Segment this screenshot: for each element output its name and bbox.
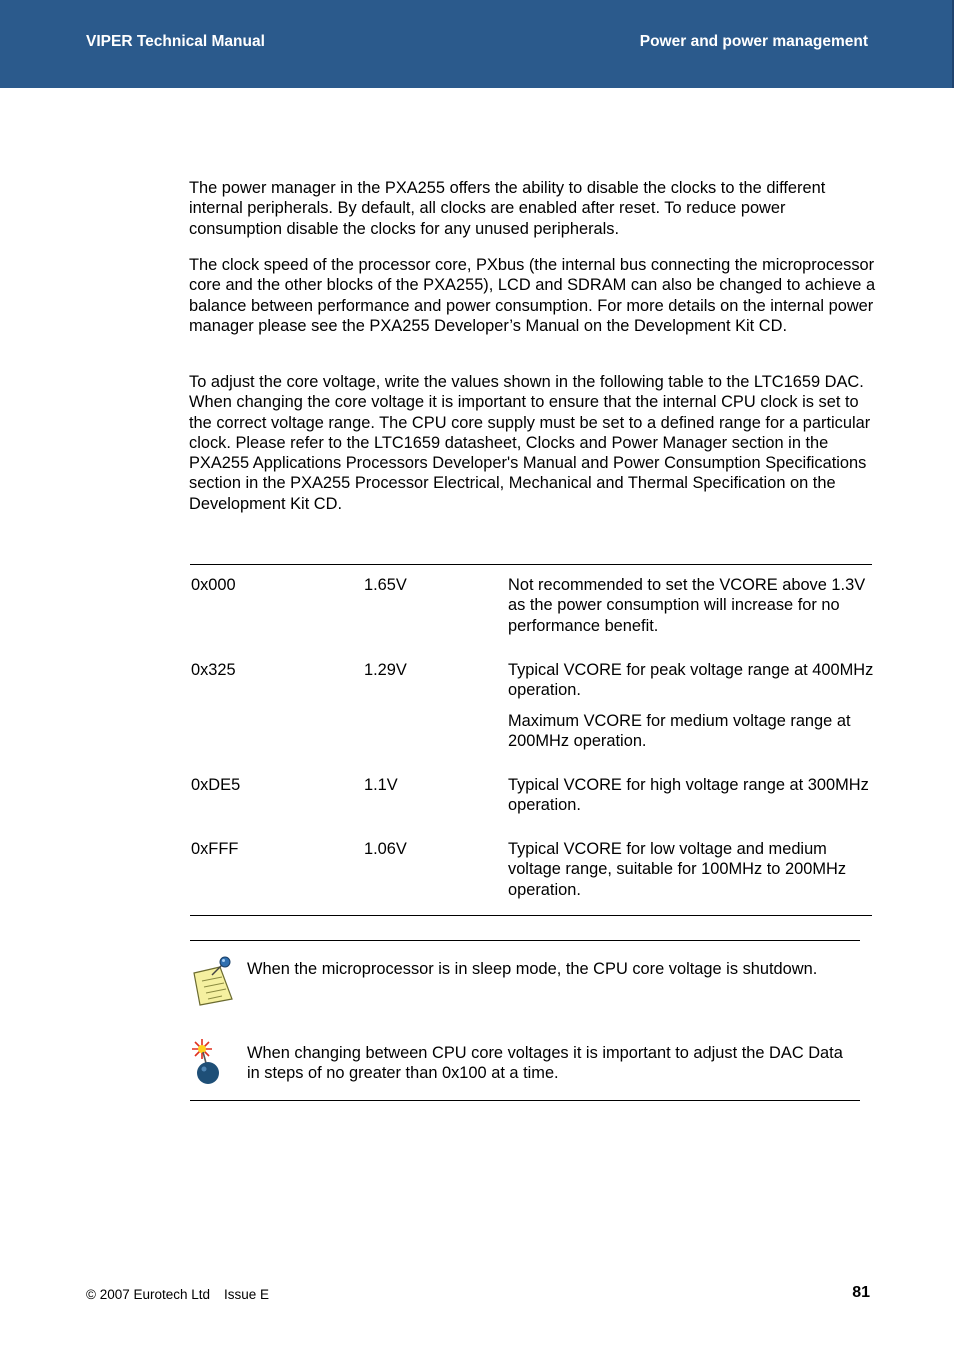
dac-code: 0xDE5: [191, 776, 241, 794]
note-text: When the microprocessor is in sleep mode, the CPU core voltage is shutdown.: [247, 960, 818, 978]
dac-voltage-table: [190, 564, 872, 916]
page-header: [0, 0, 954, 88]
description-text: Not recommended to set the VCORE above 1.3V as the power consumption will increase for no performance benefit.: [508, 576, 866, 635]
page-number: 81: [852, 1284, 870, 1301]
row-description: [508, 839, 874, 910]
manual-title: VIPER Technical Manual: [86, 33, 265, 50]
warning-bomb-icon: [190, 1037, 224, 1092]
description-text: Maximum VCORE for medium voltage range at 200MHz operation.: [508, 711, 851, 750]
core-voltage: 1.06V: [364, 840, 407, 858]
row-description: [508, 775, 874, 826]
note-text: When changing between CPU core voltages it is important to adjust the DAC Data in steps of no greater than 0x100 at a time.: [247, 1044, 843, 1083]
paragraph-power-manager: The power manager in the PXA255 offers the ability to disable the clocks to the different internal peripherals. By default, all clocks are enabled after reset. To reduce power consumption disable the clocks for any unused peripherals.: [189, 179, 826, 238]
dac-code: 0x325: [191, 661, 236, 679]
dac-code: 0xFFF: [191, 840, 239, 858]
core-voltage: 1.29V: [364, 661, 407, 679]
description-text: Typical VCORE for high voltage range at 300MHz operation.: [508, 776, 869, 815]
core-voltage: 1.65V: [364, 576, 407, 594]
notes-box: [190, 940, 860, 1101]
note-pin-icon: [190, 955, 238, 1012]
paragraph-clock-speed: The clock speed of the processor core, PXbus (the internal bus connecting the microprocessor core and the other blocks of the PXA255), LCD and SDRAM can also be changed to achieve a balance between performance and power consumption. For more details on the internal power manager please see the PXA255 Developer’s Manual on the Development Kit CD.: [189, 256, 876, 335]
core-voltage: 1.1V: [364, 776, 398, 794]
paragraph-core-voltage: To adjust the core voltage, write the values shown in the following table to the LTC1659 DAC. When changing the core voltage it is important to ensure that the internal CPU clock is set to the correct voltage range. The CPU core supply must be set to a defined range for a particular clock. Please refer to the LTC1659 datasheet, Clocks and Power Manager section in the PXA255 Applications Processors Developer's Manual and Power Consumption Specifications section in the PXA255 Processor Electrical, Mechanical and Thermal Specification on the Development Kit CD.: [189, 373, 871, 513]
description-text: Typical VCORE for peak voltage range at 400MHz operation.: [508, 661, 874, 700]
issue-text: Issue E: [224, 1287, 270, 1302]
dac-code: 0x000: [191, 576, 236, 594]
row-description: [508, 575, 874, 646]
section-title: Power and power management: [639, 33, 868, 50]
row-description: [508, 660, 874, 761]
description-text: Typical VCORE for low voltage and medium voltage range, suitable for 100MHz to 200MHz operation.: [508, 840, 847, 899]
footer-info: [86, 1287, 269, 1302]
copyright-text: © 2007 Eurotech Ltd: [86, 1287, 211, 1302]
